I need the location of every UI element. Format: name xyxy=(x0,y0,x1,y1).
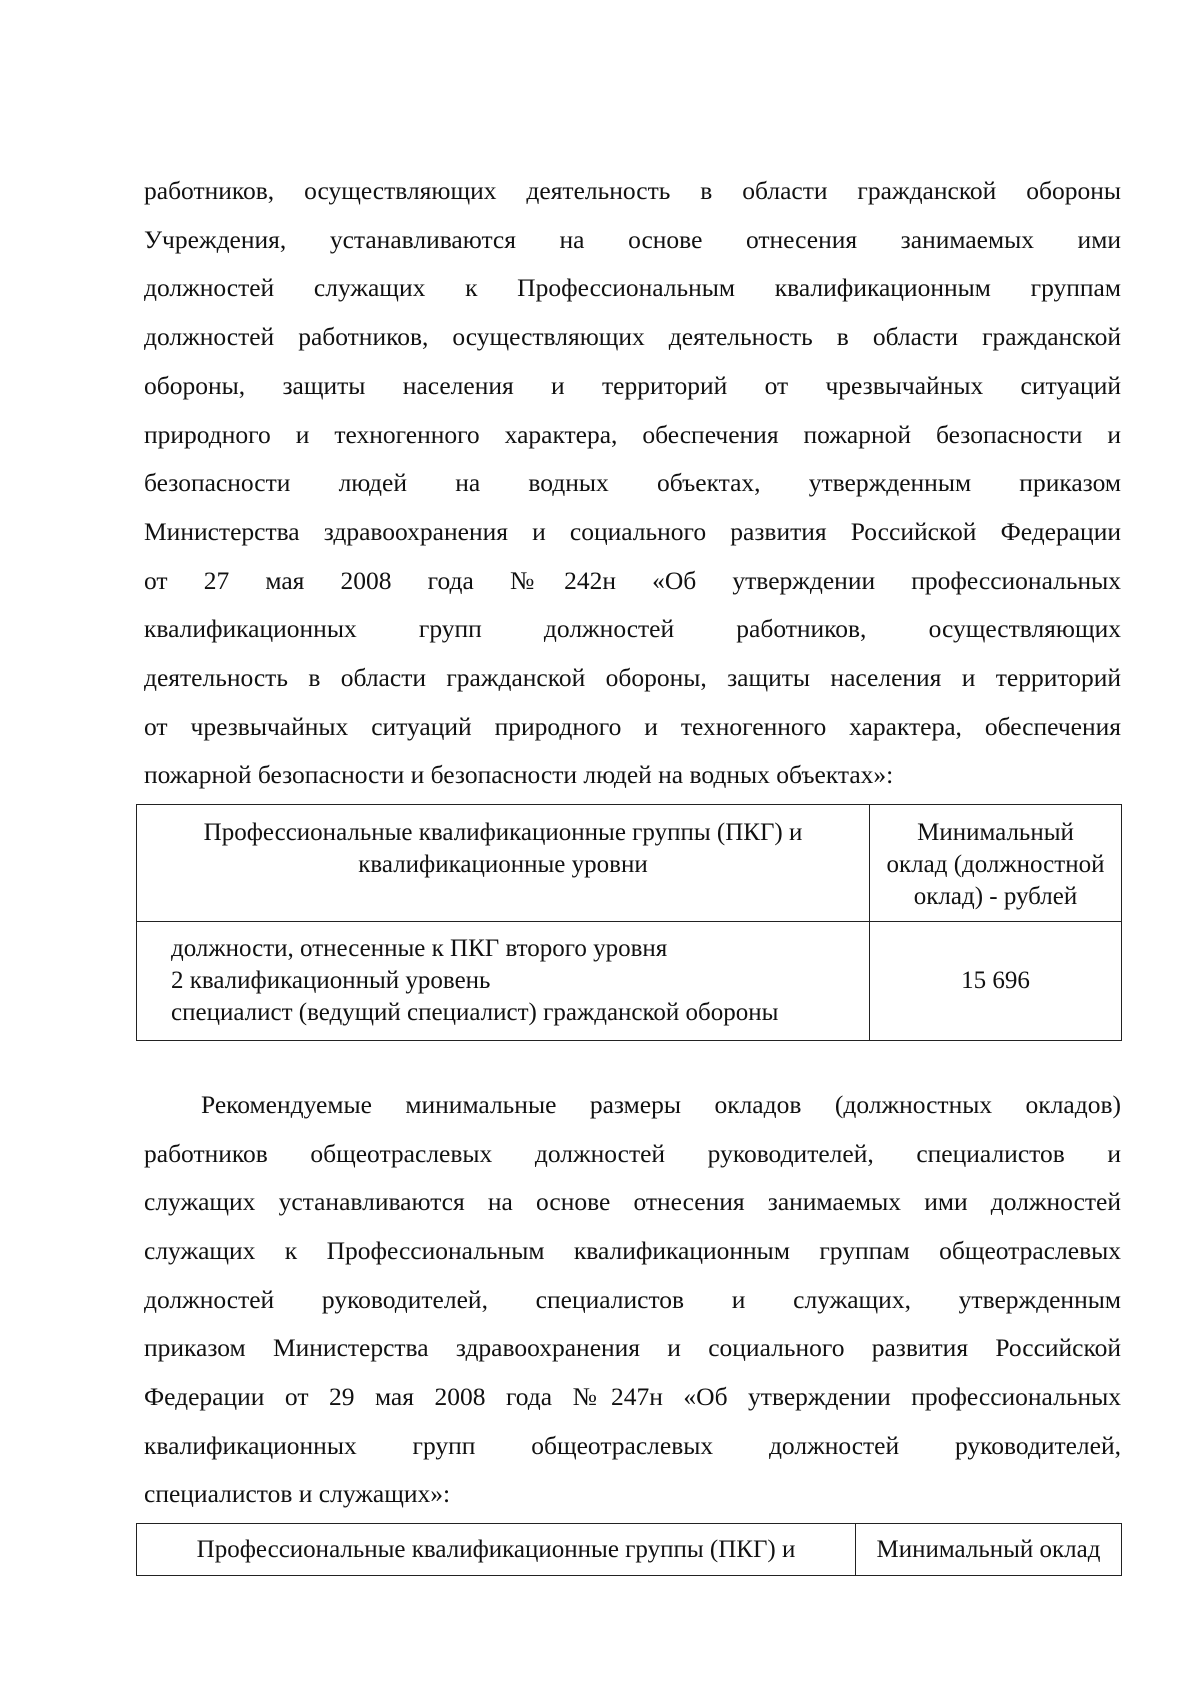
header-text-line: квалификационные уровни xyxy=(358,851,648,878)
text-line: работников, осуществляющих деятельность в области гражданской обороны xyxy=(144,176,1121,205)
text-line: деятельность в области гражданской обороны, защиты населения и территорий xyxy=(144,663,1121,692)
text-line: от 27 мая 2008 года №242н «Об утверждении профессиональных xyxy=(144,566,1121,595)
salary-table-1 xyxy=(136,804,1122,1041)
header-text-line: Минимальный xyxy=(917,819,1074,846)
header-text-line: Профессиональные квалификационные группы (ПКГ) и xyxy=(203,819,803,846)
text-line: Рекомендуемые минимальные размеры окладов (должностных окладов) xyxy=(201,1090,1121,1119)
position-text-line: 2 квалификационный уровень xyxy=(171,967,491,994)
header-cell-groups xyxy=(137,805,870,922)
position-text-line: должности, отнесенные к ПКГ второго уровня xyxy=(171,935,668,962)
table-header-row xyxy=(137,805,1122,922)
text-line: работников общеотраслевых должностей руководителей, специалистов и xyxy=(144,1139,1121,1168)
header-text-line: оклад) - рублей xyxy=(913,883,1078,910)
text-line: безопасности людей на водных объектах, утвержденным приказом xyxy=(144,468,1121,497)
text-line: приказом Министерства здравоохранения и социального развития Российской xyxy=(144,1333,1121,1362)
text-line: должностей служащих к Профессиональным квалификационным группам xyxy=(144,273,1121,302)
text-line: Учреждения, устанавливаются на основе отнесения занимаемых ими xyxy=(144,225,1121,254)
text-line: пожарной безопасности и безопасности людей на водных объектах»: xyxy=(144,760,894,789)
table-header-row xyxy=(137,1524,1122,1576)
salary-table-2 xyxy=(136,1523,1122,1576)
table-row xyxy=(137,922,1122,1041)
text-line: природного и техногенного характера, обеспечения пожарной безопасности и xyxy=(144,420,1121,449)
text-line: служащих к Профессиональным квалификационным группам общеотраслевых xyxy=(144,1236,1121,1265)
text-line: от чрезвычайных ситуаций природного и техногенного характера, обеспечения xyxy=(144,712,1121,741)
text-line: обороны, защиты населения и территорий от чрезвычайных ситуаций xyxy=(144,371,1121,400)
header-text-line: оклад (должностной xyxy=(886,851,1105,878)
text-line: Федерации от 29 мая 2008 года №247н «Об утверждении профессиональных xyxy=(144,1382,1121,1411)
position-cell xyxy=(137,922,870,1041)
header-cell-salary: Минимальный оклад xyxy=(856,1524,1122,1576)
text-line: служащих устанавливаются на основе отнесения занимаемых ими должностей xyxy=(144,1187,1121,1216)
salary-value-cell: 15 696 xyxy=(870,922,1122,1041)
text-line: должностей руководителей, специалистов и служащих, утвержденным xyxy=(144,1285,1121,1314)
position-text-line: специалист (ведущий специалист) гражданской обороны xyxy=(171,999,779,1026)
header-cell-groups: Профессиональные квалификационные группы (ПКГ) и xyxy=(137,1524,856,1576)
text-line: квалификационных групп должностей работников, осуществляющих xyxy=(144,614,1121,643)
text-line: специалистов и служащих»: xyxy=(144,1479,451,1508)
text-line: Министерства здравоохранения и социального развития Российской Федерации xyxy=(144,517,1121,546)
text-line: должностей работников, осуществляющих деятельность в области гражданской xyxy=(144,322,1121,351)
text-line: квалификационных групп общеотраслевых должностей руководителей, xyxy=(144,1431,1121,1460)
header-cell-salary xyxy=(870,805,1122,922)
